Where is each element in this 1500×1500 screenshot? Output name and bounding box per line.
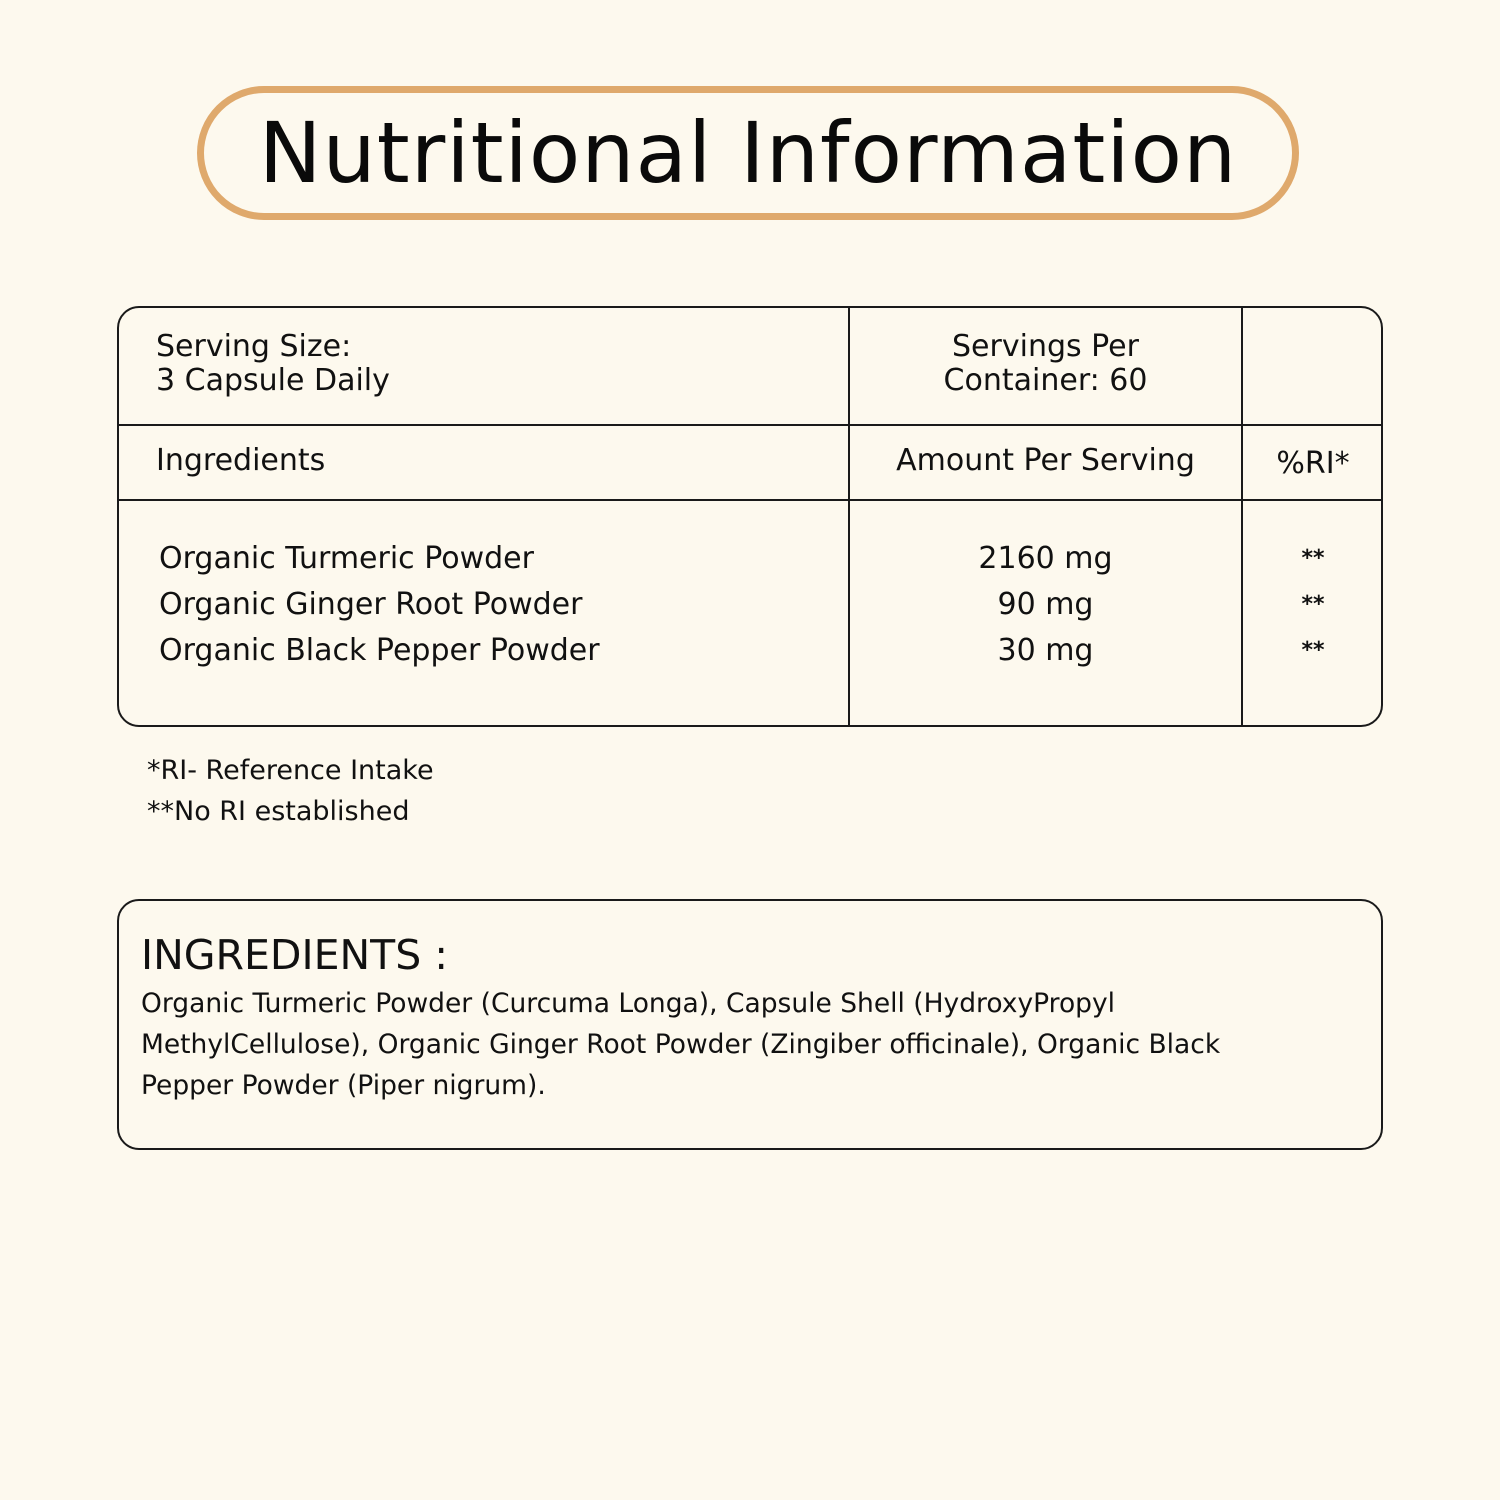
ingredients-text [141, 983, 1356, 1106]
ingredients-line: Pepper Powder (Piper nigrum). [141, 1070, 546, 1101]
table-row-name: Organic Ginger Root Powder [159, 587, 583, 622]
footnotes [147, 750, 434, 832]
serving-size-cell [156, 330, 390, 398]
servings-per-line2: Container: 60 [943, 363, 1148, 398]
page-title: Nutritional Information [258, 104, 1238, 202]
servings-per-line1: Servings Per [952, 329, 1139, 364]
ingredients-box [117, 899, 1383, 1150]
serving-size-label: Serving Size: [156, 329, 352, 364]
servings-per-container-cell [850, 330, 1241, 398]
ingredient-amounts [850, 536, 1241, 674]
table-row-name: Organic Black Pepper Powder [159, 633, 600, 668]
table-row-name: Organic Turmeric Powder [159, 541, 534, 576]
table-row-amount: 2160 mg [978, 541, 1113, 576]
header-ri: %RI* [1276, 446, 1350, 481]
ingredients-line: MethylCellulose), Organic Ginger Root Powder (Zingiber officinale), Organic Black [141, 1029, 1221, 1060]
serving-size-value: 3 Capsule Daily [156, 363, 390, 398]
ingredient-ri [1243, 544, 1383, 682]
ingredients-line: Organic Turmeric Powder (Curcuma Longa), Capsule Shell (HydroxyPropyl [141, 988, 1116, 1019]
table-row-amount: 90 mg [997, 587, 1094, 622]
ingredients-heading: INGREDIENTS : [141, 931, 449, 979]
header-amount: Amount Per Serving [896, 443, 1195, 478]
title-banner [197, 86, 1299, 220]
header-ingredients: Ingredients [156, 443, 326, 478]
nutrition-table [117, 306, 1383, 727]
table-row-ri: ** [1301, 592, 1325, 617]
row-divider-2 [119, 499, 1381, 501]
footnote-ri: *RI- Reference Intake [147, 755, 434, 786]
footnote-no-ri: **No RI established [147, 796, 410, 827]
table-row-amount: 30 mg [997, 633, 1094, 668]
table-row-ri: ** [1301, 546, 1325, 571]
row-divider-1 [119, 424, 1381, 426]
table-row-ri: ** [1301, 638, 1325, 663]
ingredient-names [159, 536, 600, 674]
